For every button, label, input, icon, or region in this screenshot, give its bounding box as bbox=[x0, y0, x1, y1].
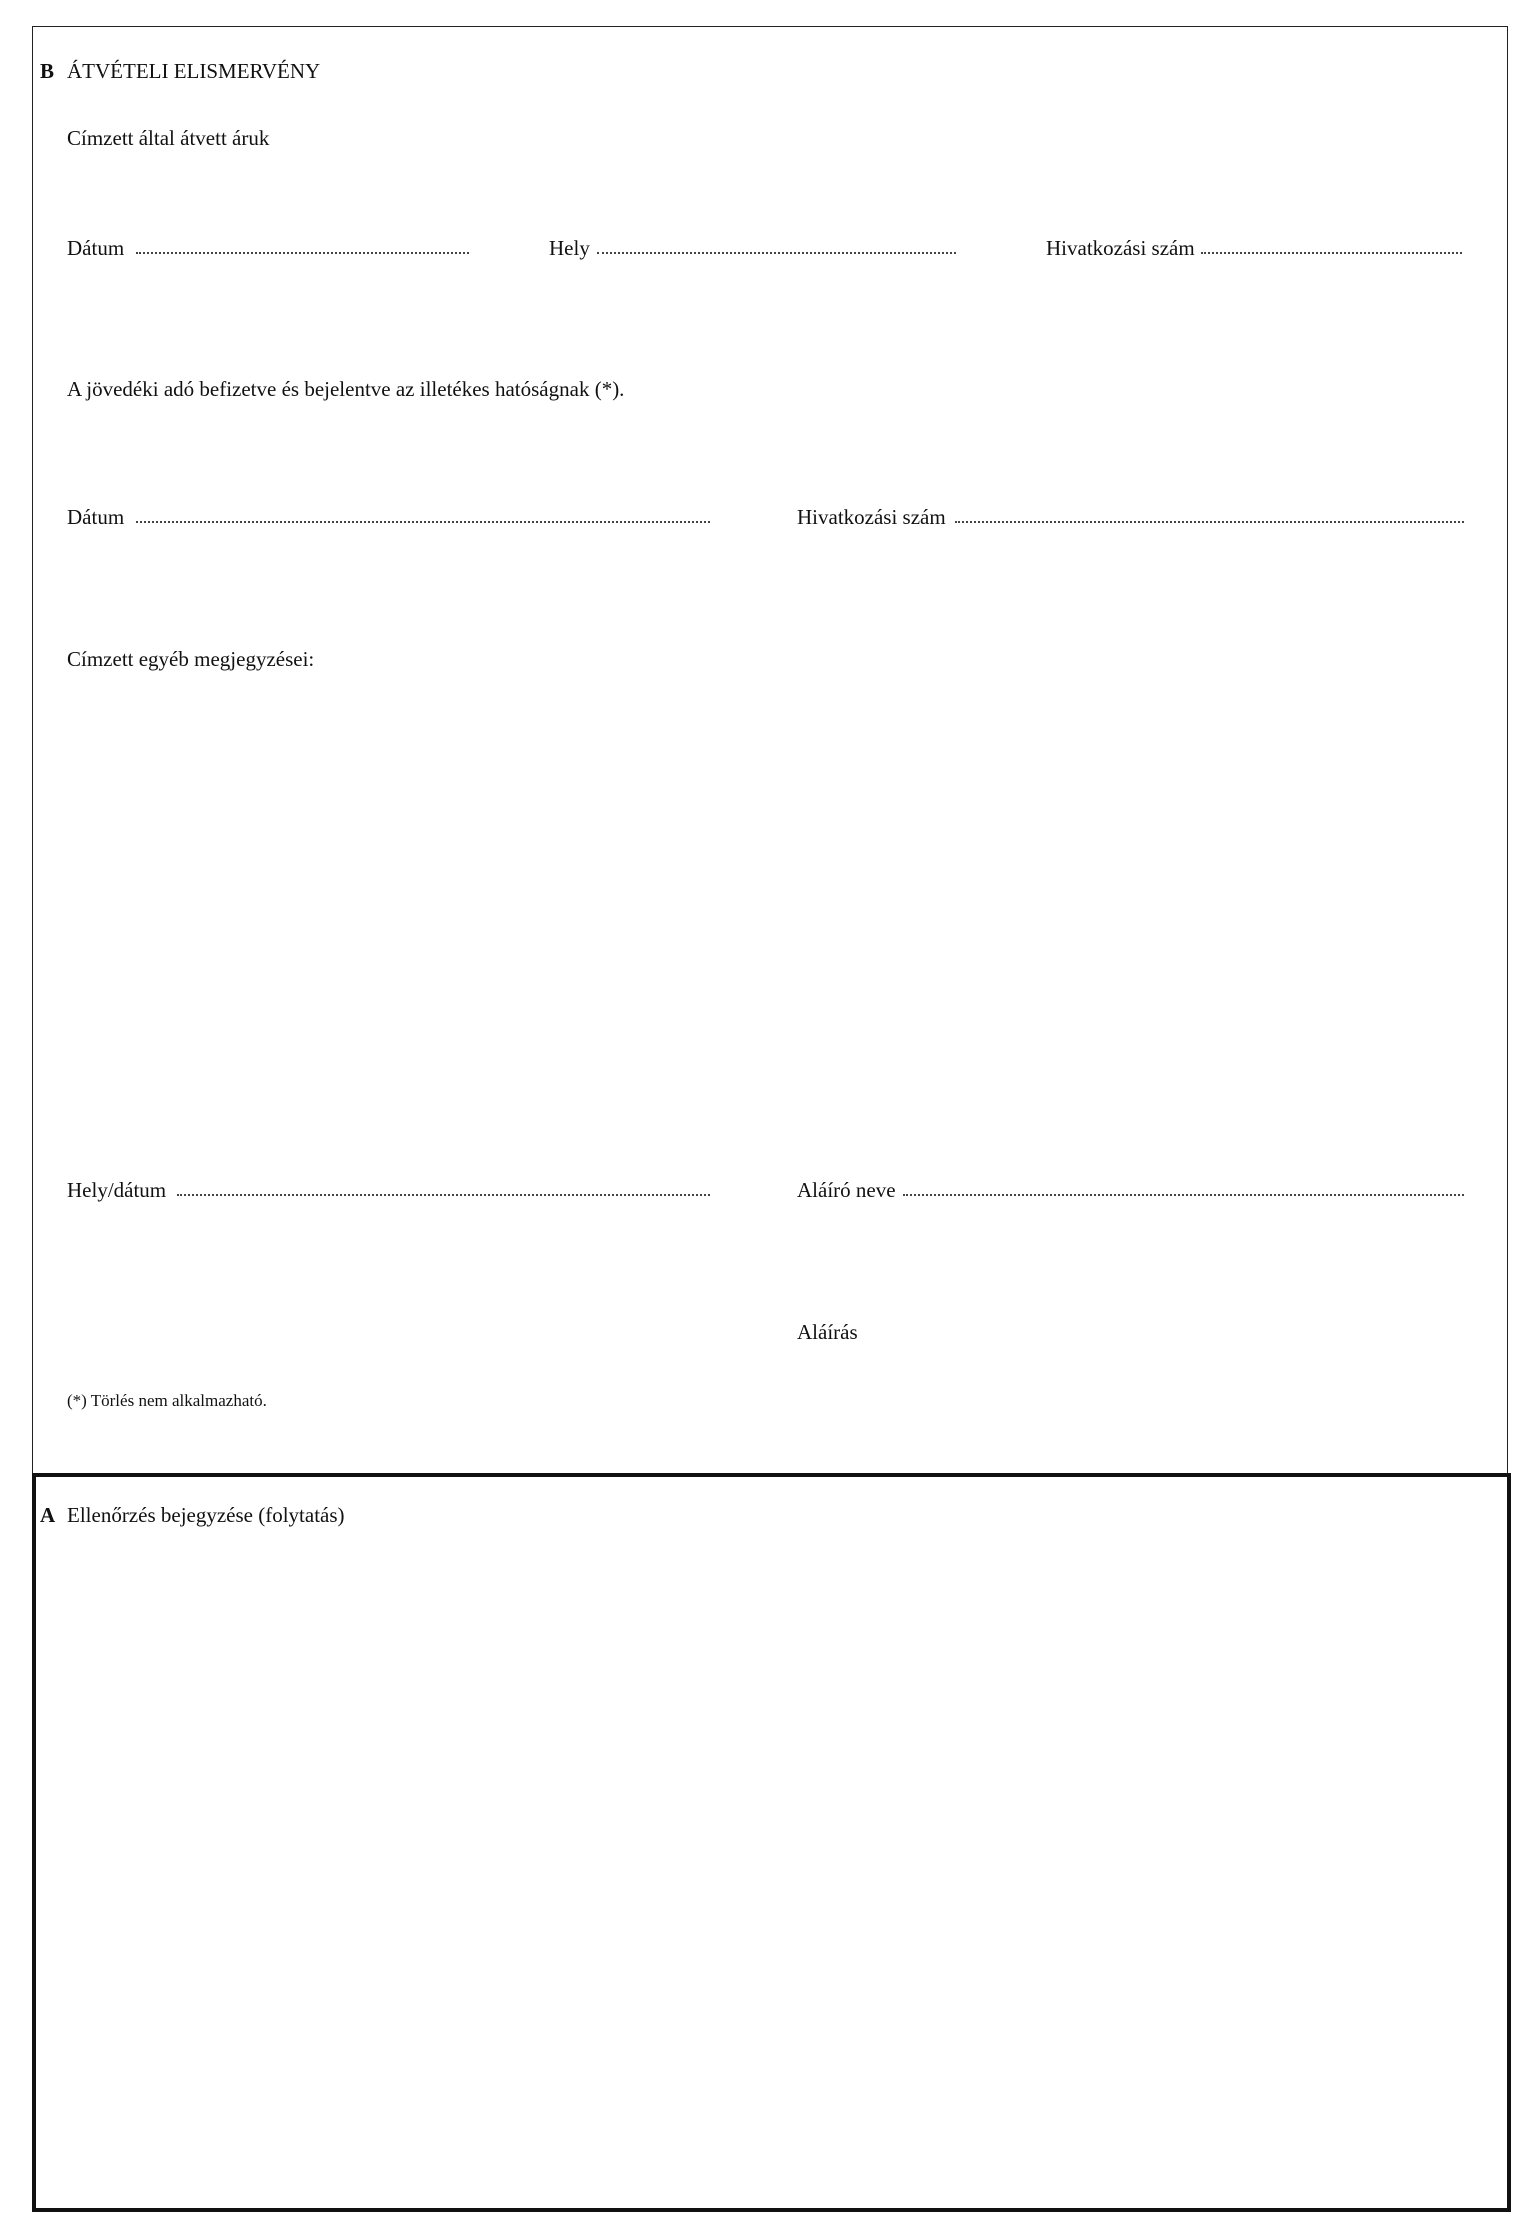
remarks-label: Címzett egyéb megjegyzései: bbox=[67, 647, 315, 671]
place-date-label: Hely/dátum bbox=[67, 1178, 167, 1202]
section-a-letter: A bbox=[40, 1503, 56, 1527]
date-field-2[interactable] bbox=[136, 521, 710, 523]
reference-field-2[interactable] bbox=[955, 521, 1464, 523]
signatory-label: Aláíró neve bbox=[797, 1178, 896, 1202]
place-field[interactable] bbox=[597, 252, 956, 254]
remarks-area[interactable] bbox=[67, 690, 1462, 1150]
date-field-1[interactable] bbox=[136, 252, 469, 254]
control-entry-area[interactable] bbox=[40, 1545, 1500, 2195]
goods-received-label: Címzett által átvett áruk bbox=[67, 126, 270, 150]
place-label: Hely bbox=[549, 236, 590, 260]
footnote: (*) Törlés nem alkalmazható. bbox=[67, 1391, 267, 1410]
place-date-field[interactable] bbox=[177, 1194, 710, 1196]
signature-label: Aláírás bbox=[797, 1320, 858, 1344]
section-b-letter: B bbox=[40, 59, 55, 83]
excise-statement: A jövedéki adó befizetve és bejelentve az illetékes hatóságnak (*). bbox=[67, 377, 625, 401]
reference-label-2: Hivatkozási szám bbox=[797, 505, 946, 529]
date-label-2: Dátum bbox=[67, 505, 125, 529]
section-b-title: ÁTVÉTELI ELISMERVÉNY bbox=[67, 59, 321, 83]
signatory-field[interactable] bbox=[903, 1194, 1464, 1196]
reference-label-1: Hivatkozási szám bbox=[1046, 236, 1195, 260]
reference-field-1[interactable] bbox=[1201, 252, 1462, 254]
section-a-title: Ellenőrzés bejegyzése (folytatás) bbox=[67, 1503, 345, 1527]
date-label-1: Dátum bbox=[67, 236, 125, 260]
